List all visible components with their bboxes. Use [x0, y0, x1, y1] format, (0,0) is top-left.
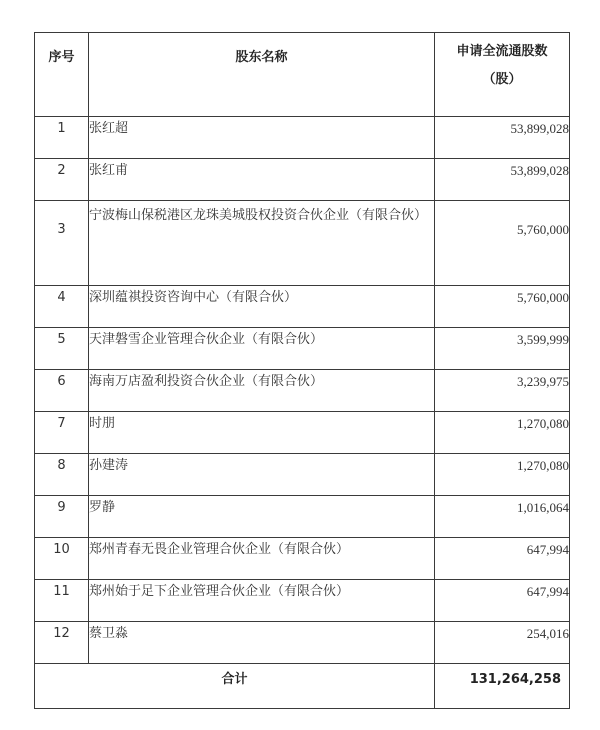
row-shares: 647,994: [435, 538, 570, 580]
row-index: 3: [35, 201, 89, 286]
row-shareholder-name: 孙建涛: [89, 454, 435, 496]
row-shareholder-name: 天津磐雪企业管理合伙企业（有限合伙）: [89, 328, 435, 370]
row-shares: 647,994: [435, 580, 570, 622]
row-shareholder-name: 张红甫: [89, 159, 435, 201]
row-index: 9: [35, 496, 89, 538]
row-shareholder-name: 蔡卫淼: [89, 622, 435, 664]
table-header-row: [35, 33, 570, 117]
row-shareholder-name: 海南万店盈利投资合伙企业（有限合伙）: [89, 370, 435, 412]
row-index: 10: [35, 538, 89, 580]
row-shares: 3,239,975: [435, 370, 570, 412]
row-shareholder-name: 郑州青春无畏企业管理合伙企业（有限合伙）: [89, 538, 435, 580]
row-shareholder-name: 宁波梅山保税港区龙珠美城股权投资合伙企业（有限合伙）: [89, 201, 435, 286]
row-shares: 5,760,000: [435, 286, 570, 328]
row-index: 4: [35, 286, 89, 328]
row-index: 11: [35, 580, 89, 622]
row-index: 6: [35, 370, 89, 412]
row-shareholder-name: 张红超: [89, 117, 435, 159]
table-row: [35, 496, 570, 538]
table-row: [35, 201, 570, 286]
row-index: 1: [35, 117, 89, 159]
row-index: 7: [35, 412, 89, 454]
row-index: 12: [35, 622, 89, 664]
header-index: 序号: [35, 33, 89, 117]
header-shareholder-name: 股东名称: [89, 33, 435, 117]
table-total-row: [35, 664, 570, 709]
table-row: [35, 454, 570, 496]
row-shareholder-name: 时朋: [89, 412, 435, 454]
row-shares: 254,016: [435, 622, 570, 664]
shareholder-table: [34, 32, 570, 709]
table-row: [35, 622, 570, 664]
header-shares: [435, 33, 570, 117]
table-row: [35, 286, 570, 328]
table-row: [35, 580, 570, 622]
row-shares: 53,899,028: [435, 117, 570, 159]
row-index: 8: [35, 454, 89, 496]
row-shares: 53,899,028: [435, 159, 570, 201]
row-shares: 1,270,080: [435, 412, 570, 454]
row-shares: 1,016,064: [435, 496, 570, 538]
header-shares-line1: 申请全流通股数: [456, 44, 548, 59]
table-row: [35, 370, 570, 412]
total-shares: 131,264,258: [435, 664, 570, 709]
row-shareholder-name: 郑州始于足下企业管理合伙企业（有限合伙）: [89, 580, 435, 622]
total-label: 合计: [35, 664, 435, 709]
table-row: [35, 538, 570, 580]
table-row: [35, 328, 570, 370]
row-index: 2: [35, 159, 89, 201]
row-shareholder-name: 深圳蕴祺投资咨询中心（有限合伙）: [89, 286, 435, 328]
row-shareholder-name: 罗静: [89, 496, 435, 538]
table-row: [35, 412, 570, 454]
header-shares-line2: （股）: [482, 72, 522, 87]
row-shares: 5,760,000: [435, 201, 570, 286]
table-row: [35, 159, 570, 201]
table-row: [35, 117, 570, 159]
row-index: 5: [35, 328, 89, 370]
row-shares: 1,270,080: [435, 454, 570, 496]
row-shares: 3,599,999: [435, 328, 570, 370]
